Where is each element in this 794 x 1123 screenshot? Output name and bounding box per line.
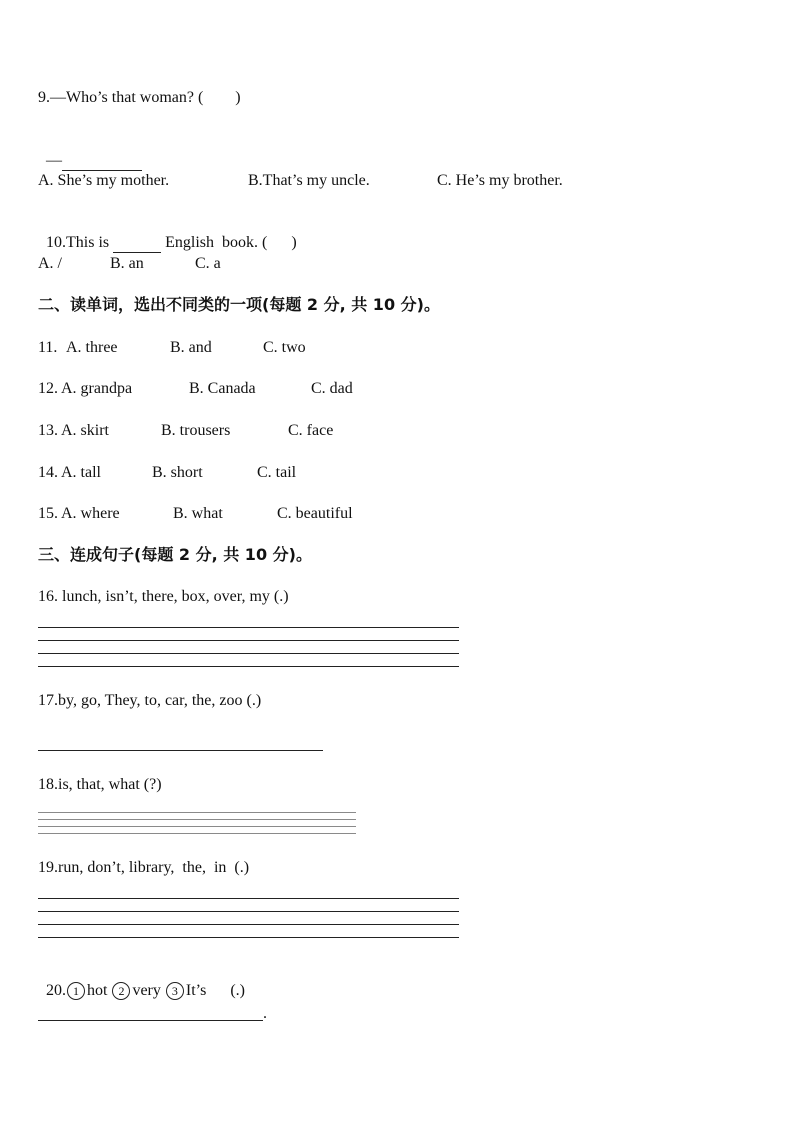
q20-word-2: very bbox=[132, 982, 165, 999]
q20-word-1: hot bbox=[87, 982, 112, 999]
q20-number: 20. bbox=[46, 982, 66, 999]
q19-writing-line[interactable] bbox=[38, 937, 459, 938]
q19-writing-line[interactable] bbox=[38, 898, 459, 899]
q10-answer-blank[interactable] bbox=[113, 238, 161, 253]
q16-prompt: 16. lunch, isn’t, there, box, over, my (.) bbox=[38, 588, 289, 605]
q11-number: 11. bbox=[38, 339, 62, 356]
q10-prompt bbox=[38, 213, 297, 253]
q14-number: 14. bbox=[38, 464, 58, 481]
q13-number: 13. bbox=[38, 422, 58, 439]
q13-option-c: C. face bbox=[288, 422, 334, 439]
q18-prompt: 18.is, that, what (?) bbox=[38, 776, 162, 793]
q11-option-c: C. two bbox=[263, 339, 306, 356]
q9-prompt: 9.—Who’s that woman? ( ) bbox=[38, 89, 241, 106]
q9-option-a: A. She’s my mother. bbox=[38, 172, 170, 189]
q12-option-c: C. dad bbox=[311, 380, 353, 397]
section2-heading: 二、读单词，选出不同类的一项(每题 2 分, 共 10 分)。 bbox=[38, 295, 440, 314]
q18-writing-line[interactable] bbox=[38, 833, 356, 834]
q20-period: . bbox=[263, 1005, 267, 1022]
q14-option-b: B. short bbox=[152, 464, 203, 481]
q9-dash: — bbox=[46, 152, 62, 169]
q14-option-a: A. tall bbox=[61, 464, 101, 481]
q10-prompt-start: 10.This is bbox=[46, 234, 114, 251]
q9-option-b: B.That’s my uncle. bbox=[248, 172, 370, 189]
section3-heading: 三、连成句子(每题 2 分, 共 10 分)。 bbox=[38, 545, 312, 564]
q16-writing-line[interactable] bbox=[38, 640, 459, 641]
q9-answer-blank[interactable] bbox=[62, 156, 142, 171]
q12-option-b: B. Canada bbox=[189, 380, 256, 397]
q11-option-b: B. and bbox=[170, 339, 212, 356]
q16-writing-line[interactable] bbox=[38, 666, 459, 667]
q20-ending: (.) bbox=[206, 982, 245, 999]
q16-writing-line[interactable] bbox=[38, 627, 459, 628]
q15-option-c: C. beautiful bbox=[277, 505, 353, 522]
q10-option-c: C. a bbox=[195, 255, 221, 272]
q19-writing-line[interactable] bbox=[38, 924, 459, 925]
q9-option-c: C. He’s my brother. bbox=[437, 172, 563, 189]
q17-prompt: 17.by, go, They, to, car, the, zoo (.) bbox=[38, 692, 262, 709]
q10-option-a: A. / bbox=[38, 255, 62, 272]
q18-writing-line[interactable] bbox=[38, 826, 356, 827]
q15-number: 15. bbox=[38, 505, 58, 522]
q11-option-a: A. three bbox=[66, 339, 118, 356]
q20-prompt bbox=[38, 961, 245, 1001]
q19-prompt: 19.run, don’t, library, the, in (.) bbox=[38, 859, 250, 876]
q12-number: 12. bbox=[38, 380, 58, 397]
q13-option-a: A. skirt bbox=[61, 422, 109, 439]
q12-option-a: A. grandpa bbox=[61, 380, 133, 397]
q18-writing-line[interactable] bbox=[38, 819, 356, 820]
circled-2-icon: 2 bbox=[112, 982, 130, 1000]
q18-writing-line[interactable] bbox=[38, 812, 356, 813]
q17-answer-line[interactable] bbox=[38, 750, 323, 751]
q9-answer-line bbox=[38, 131, 142, 171]
q10-option-b: B. an bbox=[110, 255, 144, 272]
q16-writing-line[interactable] bbox=[38, 653, 459, 654]
q20-answer-line[interactable] bbox=[38, 1020, 263, 1021]
q14-option-c: C. tail bbox=[257, 464, 297, 481]
q15-option-a: A. where bbox=[61, 505, 120, 522]
q13-option-b: B. trousers bbox=[161, 422, 231, 439]
q20-word-3: It’s bbox=[185, 982, 207, 999]
circled-3-icon: 3 bbox=[166, 982, 184, 1000]
q10-prompt-end: English book. ( ) bbox=[161, 234, 297, 251]
q15-option-b: B. what bbox=[173, 505, 223, 522]
q19-writing-line[interactable] bbox=[38, 911, 459, 912]
circled-1-icon: 1 bbox=[67, 982, 85, 1000]
